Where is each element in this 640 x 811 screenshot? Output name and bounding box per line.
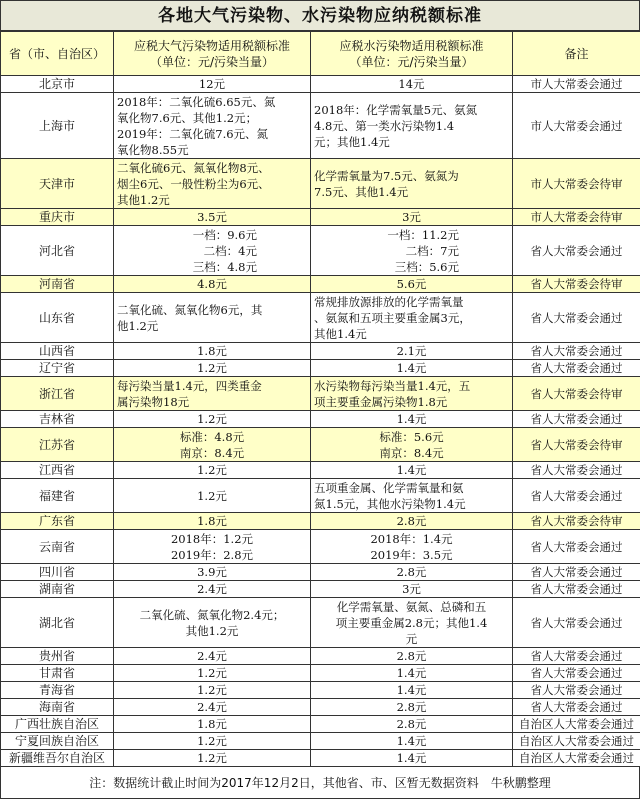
approval-status-cell: 省人大常委会通过	[513, 462, 640, 479]
air-rate-line: 一档：9.6元	[192, 227, 257, 242]
air-rate-line: 2018年：二氧化硫6.65元、氮	[117, 94, 276, 109]
water-rate-cell	[311, 428, 513, 462]
header-air	[114, 32, 311, 76]
air-rate-line: 其他1.2元	[185, 623, 239, 638]
water-rate-cell	[311, 479, 513, 513]
air-rate-line: 12元	[198, 77, 226, 91]
water-rate-cell	[311, 377, 513, 411]
header-water-line-1: 应税水污染物适用税额标准	[339, 38, 484, 53]
water-rate-line: 3元	[402, 210, 421, 224]
header-note: 备注	[513, 32, 640, 76]
tax-standard-table	[0, 31, 640, 767]
air-rate-line: 标准：4.8元	[179, 429, 245, 444]
air-rate-line: 2019年：二氧化硫7.6元、氮	[117, 126, 269, 141]
province-cell: 江西省	[1, 462, 114, 479]
approval-status-cell: 省人大常委会通过	[513, 226, 640, 276]
water-rate-cell	[311, 276, 513, 293]
approval-status-cell: 自治区人大常委会通过	[513, 750, 640, 767]
water-rate-cell	[311, 530, 513, 564]
air-rate-cell	[114, 581, 311, 598]
air-rate-line: 2.4元	[197, 582, 227, 596]
air-rate-line: 其他1.2元	[117, 192, 170, 207]
province-cell: 海南省	[1, 699, 114, 716]
air-rate-line: 2.4元	[197, 649, 227, 663]
table-row	[1, 360, 640, 377]
air-rate-line: 1.2元	[197, 361, 227, 375]
province-cell: 北京市	[1, 76, 114, 93]
approval-status-cell: 省人大常委会待审	[513, 276, 640, 293]
air-rate-line: 氧化物7.6元、其他1.2元；	[117, 110, 258, 125]
table-row	[1, 479, 640, 513]
province-cell: 湖南省	[1, 581, 114, 598]
air-rate-line: 1.8元	[197, 717, 227, 731]
table-row	[1, 428, 640, 462]
water-rate-cell	[311, 209, 513, 226]
province-cell: 贵州省	[1, 648, 114, 665]
water-rate-line: 化学需氧量为7.5元、氨氮为	[314, 168, 459, 183]
approval-status-cell: 省人大常委会待审	[513, 377, 640, 411]
header-row	[1, 32, 640, 76]
water-rate-line: 常规排放源排放的化学需氧量	[314, 294, 464, 309]
air-rate-cell	[114, 716, 311, 733]
air-rate-line: 4.8元	[197, 277, 227, 291]
water-rate-cell	[311, 76, 513, 93]
water-rate-line: 1.4元	[396, 734, 427, 748]
air-rate-line: 烟尘6元、一般性粉尘为6元、	[117, 176, 270, 191]
province-cell: 重庆市	[1, 209, 114, 226]
air-rate-line: 3.5元	[197, 210, 227, 224]
table-row	[1, 716, 640, 733]
province-cell: 河南省	[1, 276, 114, 293]
water-rate-line: 14元	[398, 77, 425, 91]
water-rate-cell	[311, 733, 513, 750]
air-rate-line: 1.2元	[197, 488, 227, 503]
water-rate-line: 4.8元、第一类水污染物1.4	[314, 118, 455, 133]
approval-status-cell: 省人大常委会通过	[513, 598, 640, 648]
approval-status-cell: 省人大常委会通过	[513, 564, 640, 581]
air-rate-cell	[114, 209, 311, 226]
water-rate-cell	[311, 750, 513, 767]
province-cell: 新疆维吾尔自治区	[1, 750, 114, 767]
water-rate-line: 3元	[402, 582, 421, 596]
header-province: 省（市、自治区）	[1, 32, 114, 76]
air-rate-line: 3.9元	[197, 565, 227, 579]
table-row	[1, 581, 640, 598]
water-rate-line: 2.8元	[396, 700, 427, 714]
water-rate-line: 三档：5.6元	[394, 259, 459, 274]
air-rate-line: 每污染当量1.4元，四类重金	[117, 378, 262, 393]
province-cell: 上海市	[1, 93, 114, 159]
water-rate-line: 五项重金属、化学需氧量和氨	[314, 480, 464, 495]
province-cell: 广西壮族自治区	[1, 716, 114, 733]
water-rate-cell	[311, 716, 513, 733]
air-rate-line: 2019年：2.8元	[170, 547, 254, 562]
water-rate-cell	[311, 648, 513, 665]
water-rate-cell	[311, 598, 513, 648]
approval-status-cell: 省人大常委会通过	[513, 665, 640, 682]
province-cell: 吉林省	[1, 411, 114, 428]
approval-status-cell: 省人大常委会待审	[513, 513, 640, 530]
water-rate-line: 二档：7元	[405, 243, 459, 258]
water-rate-line: 1.4元	[396, 463, 427, 477]
approval-status-cell: 市人大常委会待审	[513, 159, 640, 209]
air-rate-line: 二档：4元	[203, 243, 257, 258]
water-rate-cell	[311, 682, 513, 699]
water-rate-line: 2.8元	[396, 514, 427, 528]
province-cell: 山东省	[1, 293, 114, 343]
water-rate-line: 元；其他1.4元	[314, 134, 390, 149]
air-rate-cell	[114, 462, 311, 479]
air-rate-line: 1.2元	[197, 666, 227, 680]
province-cell: 山西省	[1, 343, 114, 360]
air-rate-cell	[114, 530, 311, 564]
table-row	[1, 530, 640, 564]
air-rate-line: 2018年：1.2元	[170, 531, 254, 546]
air-rate-cell	[114, 699, 311, 716]
air-rate-cell	[114, 428, 311, 462]
approval-status-cell: 省人大常委会通过	[513, 293, 640, 343]
air-rate-line: 二氧化硫、氮氧化物6元，其	[117, 302, 263, 317]
province-cell: 宁夏回族自治区	[1, 733, 114, 750]
table-row	[1, 733, 640, 750]
air-rate-cell	[114, 360, 311, 377]
water-rate-line: 南京：8.4元	[379, 445, 444, 460]
province-cell: 甘肃省	[1, 665, 114, 682]
water-rate-line: 2019年：3.5元	[370, 547, 453, 562]
table-body	[1, 76, 640, 767]
approval-status-cell: 省人大常委会待审	[513, 428, 640, 462]
table-row	[1, 276, 640, 293]
water-rate-line: 2018年：1.4元	[370, 531, 453, 546]
province-cell: 云南省	[1, 530, 114, 564]
air-rate-cell	[114, 733, 311, 750]
air-rate-line: 1.2元	[197, 412, 227, 426]
air-rate-line: 属污染物18元	[117, 394, 190, 409]
table-row	[1, 377, 640, 411]
air-rate-cell	[114, 598, 311, 648]
table-row	[1, 159, 640, 209]
air-rate-cell	[114, 682, 311, 699]
approval-status-cell: 省人大常委会通过	[513, 479, 640, 513]
water-rate-cell	[311, 564, 513, 581]
air-rate-line: 1.8元	[197, 344, 227, 358]
water-rate-line: 1.4元	[396, 361, 427, 375]
table-row	[1, 93, 640, 159]
water-rate-line: 2.8元	[396, 717, 427, 731]
air-rate-line: 1.2元	[197, 463, 227, 477]
air-rate-line: 1.2元	[197, 683, 227, 697]
water-rate-line: 元	[405, 631, 418, 646]
water-rate-line: 化学需氧量、氨氮、总磷和五	[336, 599, 487, 614]
approval-status-cell: 省人大常委会通过	[513, 530, 640, 564]
approval-status-cell: 省人大常委会通过	[513, 411, 640, 428]
header-water-line-2: （单位：元/污染当量）	[349, 54, 474, 69]
air-rate-line: 二氧化硫6元、氮氧化物8元、	[117, 160, 270, 175]
air-rate-cell	[114, 93, 311, 159]
province-cell: 浙江省	[1, 377, 114, 411]
water-rate-cell	[311, 159, 513, 209]
water-rate-cell	[311, 360, 513, 377]
air-rate-cell	[114, 226, 311, 276]
province-cell: 天津市	[1, 159, 114, 209]
air-rate-cell	[114, 159, 311, 209]
water-rate-cell	[311, 513, 513, 530]
approval-status-cell: 省人大常委会通过	[513, 360, 640, 377]
header-water	[311, 32, 513, 76]
air-rate-cell	[114, 479, 311, 513]
water-rate-line: 、氨氮和五项主要重金属3元，	[314, 310, 471, 325]
table-row	[1, 226, 640, 276]
province-cell: 辽宁省	[1, 360, 114, 377]
water-rate-line: 一档：11.2元	[387, 227, 459, 242]
water-rate-line: 5.6元	[396, 277, 427, 291]
water-rate-cell	[311, 699, 513, 716]
air-rate-cell	[114, 377, 311, 411]
water-rate-cell	[311, 581, 513, 598]
province-cell: 河北省	[1, 226, 114, 276]
approval-status-cell: 省人大常委会通过	[513, 648, 640, 665]
province-cell: 四川省	[1, 564, 114, 581]
air-rate-cell	[114, 564, 311, 581]
air-rate-cell	[114, 343, 311, 360]
table-row	[1, 564, 640, 581]
province-cell: 广东省	[1, 513, 114, 530]
air-rate-cell	[114, 76, 311, 93]
water-rate-cell	[311, 293, 513, 343]
table-row	[1, 699, 640, 716]
table-footer-note: 注：数据统计截止时间为2017年12月2日，其他省、市、区暂无数据资料 牛秋鹏整理	[0, 767, 640, 799]
water-rate-line: 其他1.4元	[314, 326, 367, 341]
approval-status-cell: 省人大常委会通过	[513, 699, 640, 716]
table-row	[1, 411, 640, 428]
table-row	[1, 343, 640, 360]
water-rate-line: 1.4元	[396, 751, 427, 765]
water-rate-cell	[311, 343, 513, 360]
air-rate-line: 三档：4.8元	[192, 259, 257, 274]
air-rate-line: 2.4元	[197, 700, 227, 714]
air-rate-line: 1.2元	[197, 734, 227, 748]
air-rate-line: 他1.2元	[117, 318, 159, 333]
air-rate-cell	[114, 665, 311, 682]
air-rate-line: 1.2元	[197, 751, 227, 765]
air-rate-cell	[114, 750, 311, 767]
approval-status-cell: 省人大常委会通过	[513, 343, 640, 360]
water-rate-cell	[311, 226, 513, 276]
air-rate-cell	[114, 293, 311, 343]
water-rate-cell	[311, 93, 513, 159]
table-row	[1, 665, 640, 682]
water-rate-line: 2018年：化学需氧量5元、氨氮	[314, 102, 478, 117]
approval-status-cell: 自治区人大常委会通过	[513, 716, 640, 733]
air-rate-cell	[114, 648, 311, 665]
water-rate-line: 氮1.5元，其他水污染物1.4元	[314, 496, 466, 511]
water-rate-line: 2.8元	[396, 565, 427, 579]
water-rate-line: 1.4元	[396, 412, 427, 426]
province-cell: 湖北省	[1, 598, 114, 648]
water-rate-line: 水污染物每污染当量1.4元，五	[314, 378, 471, 393]
water-rate-cell	[311, 462, 513, 479]
air-rate-line: 1.8元	[197, 514, 227, 528]
table-row	[1, 513, 640, 530]
air-rate-cell	[114, 411, 311, 428]
province-cell: 福建省	[1, 479, 114, 513]
water-rate-line: 1.4元	[396, 666, 427, 680]
approval-status-cell: 省人大常委会通过	[513, 581, 640, 598]
water-rate-line: 2.1元	[396, 344, 427, 358]
approval-status-cell: 市人大常委会待审	[513, 209, 640, 226]
table-row	[1, 293, 640, 343]
table-title: 各地大气污染物、水污染物应纳税额标准	[0, 0, 640, 31]
header-air-line-2: （单位：元/污染当量）	[149, 54, 275, 69]
table-row	[1, 209, 640, 226]
water-rate-line: 项主要重金属2.8元；其他1.4	[335, 615, 488, 630]
approval-status-cell: 市人大常委会通过	[513, 76, 640, 93]
water-rate-line: 7.5元、其他1.4元	[314, 184, 409, 199]
air-rate-cell	[114, 513, 311, 530]
air-rate-line: 南京：8.4元	[179, 445, 245, 460]
province-cell: 江苏省	[1, 428, 114, 462]
table-row	[1, 76, 640, 93]
table-row	[1, 750, 640, 767]
air-rate-line: 二氧化硫、氮氧化物2.4元；	[139, 607, 285, 622]
air-rate-line: 氧化物8.55元	[117, 142, 189, 157]
table-row	[1, 598, 640, 648]
approval-status-cell: 市人大常委会通过	[513, 93, 640, 159]
water-rate-line: 标准：5.6元	[379, 429, 444, 444]
approval-status-cell: 自治区人大常委会通过	[513, 733, 640, 750]
table-row	[1, 682, 640, 699]
water-rate-cell	[311, 665, 513, 682]
province-cell: 青海省	[1, 682, 114, 699]
table-row	[1, 648, 640, 665]
water-rate-line: 2.8元	[396, 649, 427, 663]
header-air-line-1: 应税大气污染物适用税额标准	[133, 38, 290, 53]
approval-status-cell: 省人大常委会通过	[513, 682, 640, 699]
water-rate-line: 项主要重金属污染物1.8元	[314, 394, 448, 409]
water-rate-cell	[311, 411, 513, 428]
table-row	[1, 462, 640, 479]
water-rate-line: 1.4元	[396, 683, 427, 697]
air-rate-cell	[114, 276, 311, 293]
